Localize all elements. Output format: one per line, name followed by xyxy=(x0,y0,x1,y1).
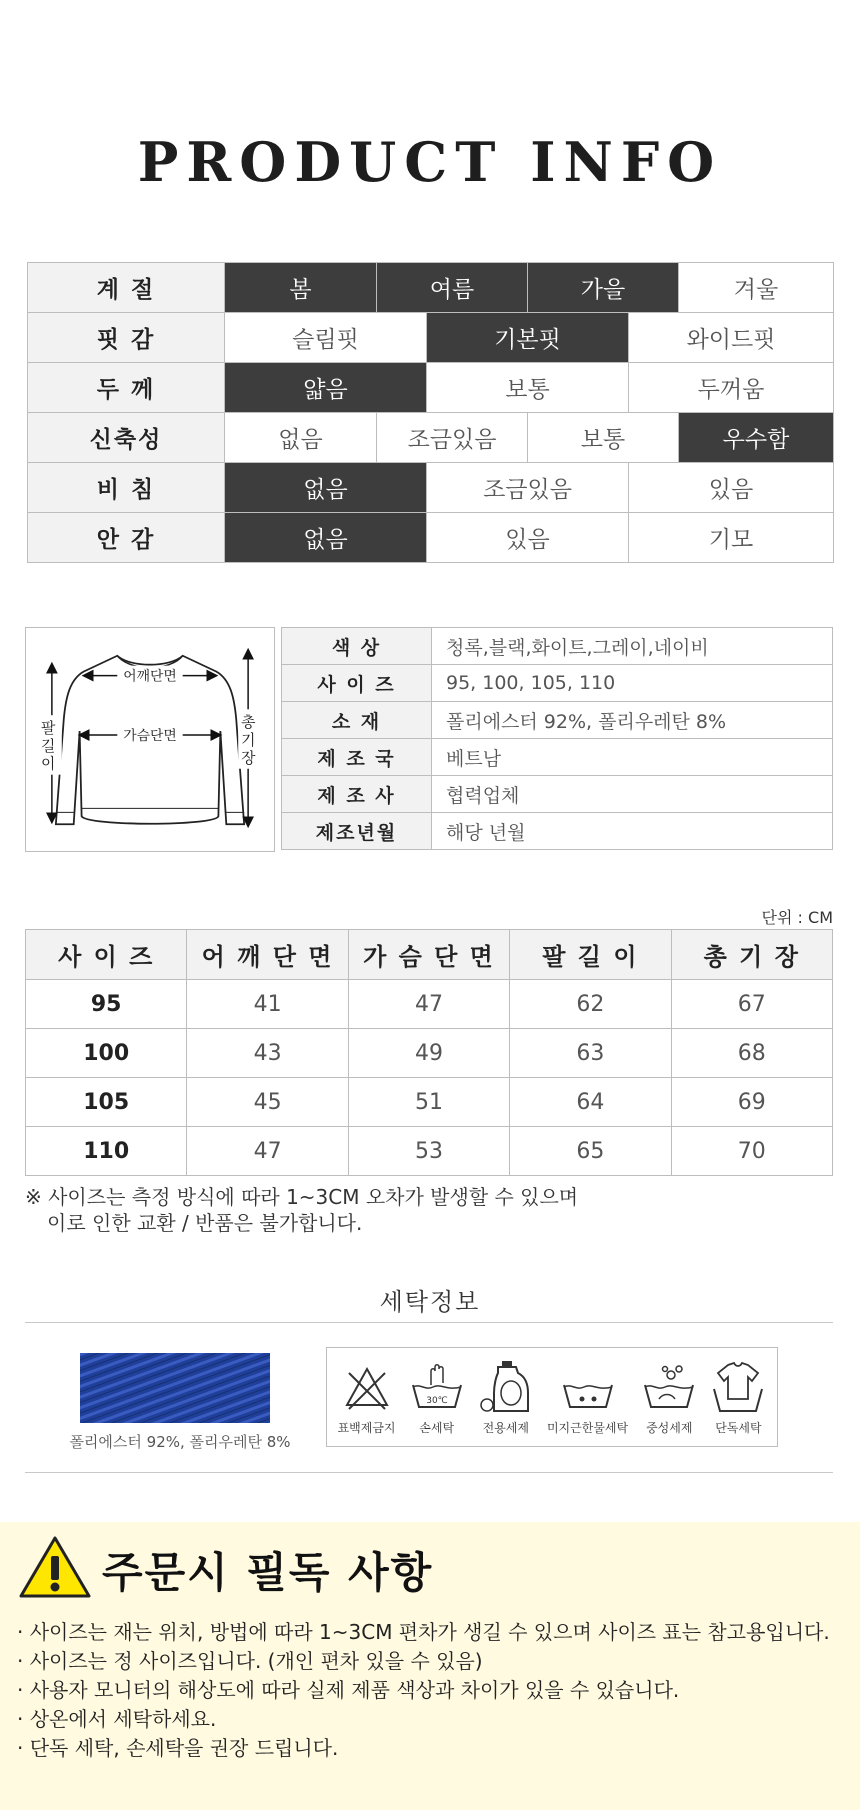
diagram-length-char: 기 xyxy=(241,730,256,749)
wash-icon-label: 전용세제 xyxy=(482,1421,529,1435)
spec-label: 색 상 xyxy=(282,628,432,665)
notice-text: 사이즈는 정 사이즈입니다. (개인 편차 있을 수 있음) xyxy=(29,1649,483,1673)
spec-value: 청록,블랙,화이트,그레이,네이비 xyxy=(432,628,833,665)
spec-label: 제 조 사 xyxy=(282,776,432,813)
notice-box xyxy=(0,1522,860,1810)
spec-label: 제조년월 xyxy=(282,813,432,850)
wash-icon-label: 중성세제 xyxy=(646,1421,693,1435)
table-row xyxy=(26,1029,833,1078)
spec-row-color xyxy=(282,628,833,665)
attribute-option: 두꺼움 xyxy=(629,363,834,413)
no-bleach-icon xyxy=(339,1359,395,1415)
spec-row-country xyxy=(282,739,833,776)
wash-icon-item xyxy=(547,1359,628,1436)
attribute-option: 조금있음 xyxy=(377,413,528,463)
measurement-diagram xyxy=(25,627,275,852)
wash-icon-item xyxy=(641,1359,697,1436)
spec-table xyxy=(281,627,833,850)
table-row xyxy=(26,1078,833,1127)
attribute-option: 봄 xyxy=(225,263,377,313)
wash-icon-item xyxy=(710,1359,766,1436)
wash-icon-label: 단독세탁 xyxy=(715,1421,762,1435)
notice-text: 사용자 모니터의 해상도에 따라 실제 제품 색상과 차이가 있을 수 있습니다. xyxy=(29,1678,680,1702)
attribute-option: 얇음 xyxy=(225,363,427,413)
list-item: · 사이즈는 재는 위치, 방법에 따라 1~3CM 편차가 생길 수 있으며 사이즈 표는 참고용입니다. xyxy=(17,1620,830,1644)
spec-row-date xyxy=(282,813,833,850)
spec-row-manufacturer xyxy=(282,776,833,813)
diagram-length-char: 총 xyxy=(241,713,256,732)
size-cell: 100 xyxy=(26,1029,187,1078)
size-note-line: 이로 인한 교환 / 반품은 불가합니다. xyxy=(47,1211,363,1235)
list-item: · 사이즈는 정 사이즈입니다. (개인 편차 있을 수 있음) xyxy=(17,1649,483,1673)
spec-row-material xyxy=(282,702,833,739)
diagram-sleeve-char: 팔 xyxy=(40,719,56,738)
diagram-shoulder-label: 어깨단면 xyxy=(123,668,177,685)
measure-cell: 49 xyxy=(348,1029,509,1078)
column-header: 총 기 장 xyxy=(671,930,832,980)
wash-info-title: 세탁정보 xyxy=(379,1288,481,1316)
attribute-option: 있음 xyxy=(629,463,834,513)
attribute-option: 여름 xyxy=(377,263,528,313)
measure-cell: 62 xyxy=(510,980,671,1029)
attribute-label: 안 감 xyxy=(28,513,225,563)
wash-icons-panel xyxy=(326,1347,778,1447)
spec-value: 협력업체 xyxy=(432,776,833,813)
measure-cell: 64 xyxy=(510,1078,671,1127)
measure-cell: 47 xyxy=(348,980,509,1029)
list-item: · 사용자 모니터의 해상도에 따라 실제 제품 색상과 차이가 있을 수 있습니다. xyxy=(17,1678,680,1702)
spec-value: 95, 100, 105, 110 xyxy=(432,665,833,702)
notice-list xyxy=(17,1618,830,1763)
attribute-label: 신축성 xyxy=(28,413,225,463)
table-row xyxy=(26,980,833,1029)
spec-value: 폴리에스터 92%, 폴리우레탄 8% xyxy=(432,702,833,739)
measure-cell: 67 xyxy=(671,980,832,1029)
attribute-row-stretch xyxy=(28,413,834,463)
warning-icon xyxy=(18,1534,92,1600)
attribute-option: 와이드핏 xyxy=(629,313,834,363)
divider xyxy=(25,1472,833,1473)
column-header: 어 깨 단 면 xyxy=(187,930,348,980)
column-header: 가 슴 단 면 xyxy=(348,930,509,980)
spec-label: 소 재 xyxy=(282,702,432,739)
measure-cell: 70 xyxy=(671,1127,832,1176)
measure-cell: 41 xyxy=(187,980,348,1029)
size-note-line: ※ 사이즈는 측정 방식에 따라 1~3CM 오차가 발생할 수 있으며 xyxy=(25,1185,579,1209)
attribute-option: 기본핏 xyxy=(427,313,629,363)
size-table-header xyxy=(26,930,833,980)
spec-label: 제 조 국 xyxy=(282,739,432,776)
neutral-detergent-icon xyxy=(641,1359,697,1415)
notice-text: 사이즈는 재는 위치, 방법에 따라 1~3CM 편차가 생길 수 있으며 사이즈 표는 참고용입니다. xyxy=(29,1620,830,1644)
spec-row-size xyxy=(282,665,833,702)
size-cell: 95 xyxy=(26,980,187,1029)
attribute-option: 보통 xyxy=(427,363,629,413)
attribute-label: 비 침 xyxy=(28,463,225,513)
unit-label: 단위 : CM xyxy=(761,908,833,927)
attribute-table xyxy=(27,262,834,563)
wash-icon-item xyxy=(409,1359,465,1436)
tub-temperature-label: 30℃ xyxy=(425,1396,448,1406)
measure-cell: 45 xyxy=(187,1078,348,1127)
attribute-option: 우수함 xyxy=(679,413,834,463)
column-header: 사 이 즈 xyxy=(26,930,187,980)
divider xyxy=(25,1322,833,1323)
attribute-label: 계 절 xyxy=(28,263,225,313)
size-cell: 110 xyxy=(26,1127,187,1176)
measure-cell: 63 xyxy=(510,1029,671,1078)
wash-icon-label: 표백제금지 xyxy=(337,1421,396,1435)
fabric-texture-icon xyxy=(80,1353,270,1423)
attribute-row-fit xyxy=(28,313,834,363)
wash-icon-label: 손세탁 xyxy=(419,1421,455,1435)
measure-cell: 43 xyxy=(187,1029,348,1078)
attribute-option: 없음 xyxy=(225,413,377,463)
attribute-option: 슬림핏 xyxy=(225,313,427,363)
wash-icon-item xyxy=(338,1359,396,1436)
measure-cell: 69 xyxy=(671,1078,832,1127)
notice-text: 단독 세탁, 손세탁을 권장 드립니다. xyxy=(29,1736,339,1760)
diagram-chest-label: 가슴단면 xyxy=(123,727,177,744)
table-row xyxy=(26,1127,833,1176)
diagram-length-char: 장 xyxy=(241,748,256,767)
measure-cell: 51 xyxy=(348,1078,509,1127)
size-note xyxy=(25,1184,578,1236)
column-header: 팔 길 이 xyxy=(510,930,671,980)
wash-separately-icon xyxy=(710,1359,766,1415)
measure-cell: 68 xyxy=(671,1029,832,1078)
notice-title: 주문시 필독 사항 xyxy=(102,1548,434,1597)
sweater-diagram-icon xyxy=(26,628,274,851)
attribute-option: 있음 xyxy=(427,513,629,563)
spec-value: 베트남 xyxy=(432,739,833,776)
attribute-option: 겨울 xyxy=(679,263,834,313)
measure-cell: 65 xyxy=(510,1127,671,1176)
attribute-option: 보통 xyxy=(528,413,679,463)
diagram-sleeve-char: 길 xyxy=(40,736,56,755)
size-cell: 105 xyxy=(26,1078,187,1127)
fabric-swatch xyxy=(80,1353,270,1423)
diagram-sleeve-char: 이 xyxy=(40,754,56,773)
attribute-label: 두 께 xyxy=(28,363,225,413)
measure-cell: 53 xyxy=(348,1127,509,1176)
attribute-label: 핏 감 xyxy=(28,313,225,363)
attribute-option: 조금있음 xyxy=(427,463,629,513)
attribute-row-season xyxy=(28,263,834,313)
page-title: PRODUCT INFO xyxy=(137,130,723,194)
spec-value: 해당 년월 xyxy=(432,813,833,850)
attribute-row-sheerness xyxy=(28,463,834,513)
attribute-option: 없음 xyxy=(225,513,427,563)
attribute-option: 없음 xyxy=(225,463,427,513)
spec-label: 사 이 즈 xyxy=(282,665,432,702)
attribute-option: 기모 xyxy=(629,513,834,563)
attribute-option: 가을 xyxy=(528,263,679,313)
wash-icon-label: 미지근한물세탁 xyxy=(546,1421,629,1435)
wash-icon-item xyxy=(478,1359,534,1436)
attribute-row-thickness xyxy=(28,363,834,413)
hand-wash-icon xyxy=(409,1359,465,1415)
attribute-row-lining xyxy=(28,513,834,563)
lukewarm-wash-icon xyxy=(560,1359,616,1415)
size-table xyxy=(25,929,833,1176)
fabric-caption: 폴리에스터 92%, 폴리우레탄 8% xyxy=(69,1433,291,1451)
list-item: · 상온에서 세탁하세요. xyxy=(17,1707,217,1731)
list-item: · 단독 세탁, 손세탁을 권장 드립니다. xyxy=(17,1736,339,1760)
notice-text: 상온에서 세탁하세요. xyxy=(29,1707,217,1731)
measure-cell: 47 xyxy=(187,1127,348,1176)
detergent-bottle-icon xyxy=(478,1359,534,1415)
